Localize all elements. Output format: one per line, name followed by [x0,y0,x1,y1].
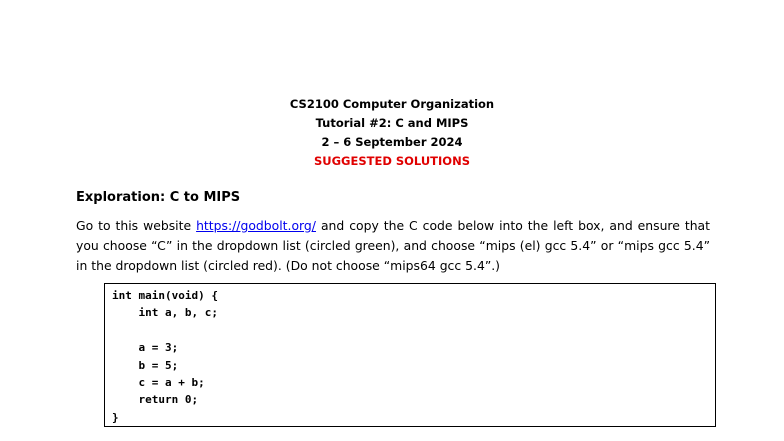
suggested-solutions-label: SUGGESTED SOLUTIONS [313,154,470,168]
code-line: return 0; [112,393,199,407]
paragraph-text-after-link: and copy the C code below into the left box, and ensure that you choose “C” in the dropdown list (circled green), and choose “mips (el) gcc 5.4” or “mips gcc 5.4” in the dropdown list (circled red). (Do not choose “mips64 gcc 5.4”.) [76,218,710,273]
code-line: int main(void) { [112,289,218,302]
code-block [104,283,716,427]
paragraph-text-before-link: Go to this website [76,218,197,233]
code-line: b = 5; [112,358,179,372]
code-line: int a, b, c; [112,306,218,320]
code-line: c = a + b; [112,375,205,389]
instructions-paragraph [76,216,710,276]
code-line [112,322,715,339]
code-line: } [112,410,119,424]
tutorial-title: Tutorial #2: C and MIPS [315,116,469,130]
section-heading: Exploration: C to MIPS [76,190,241,205]
godbolt-link[interactable]: https://godbolt.org/ [196,218,316,233]
code-line: a = 3; [112,341,179,355]
tutorial-date: 2 – 6 September 2024 [321,135,463,149]
course-title: CS2100 Computer Organization [289,97,495,111]
document-header [0,95,784,171]
